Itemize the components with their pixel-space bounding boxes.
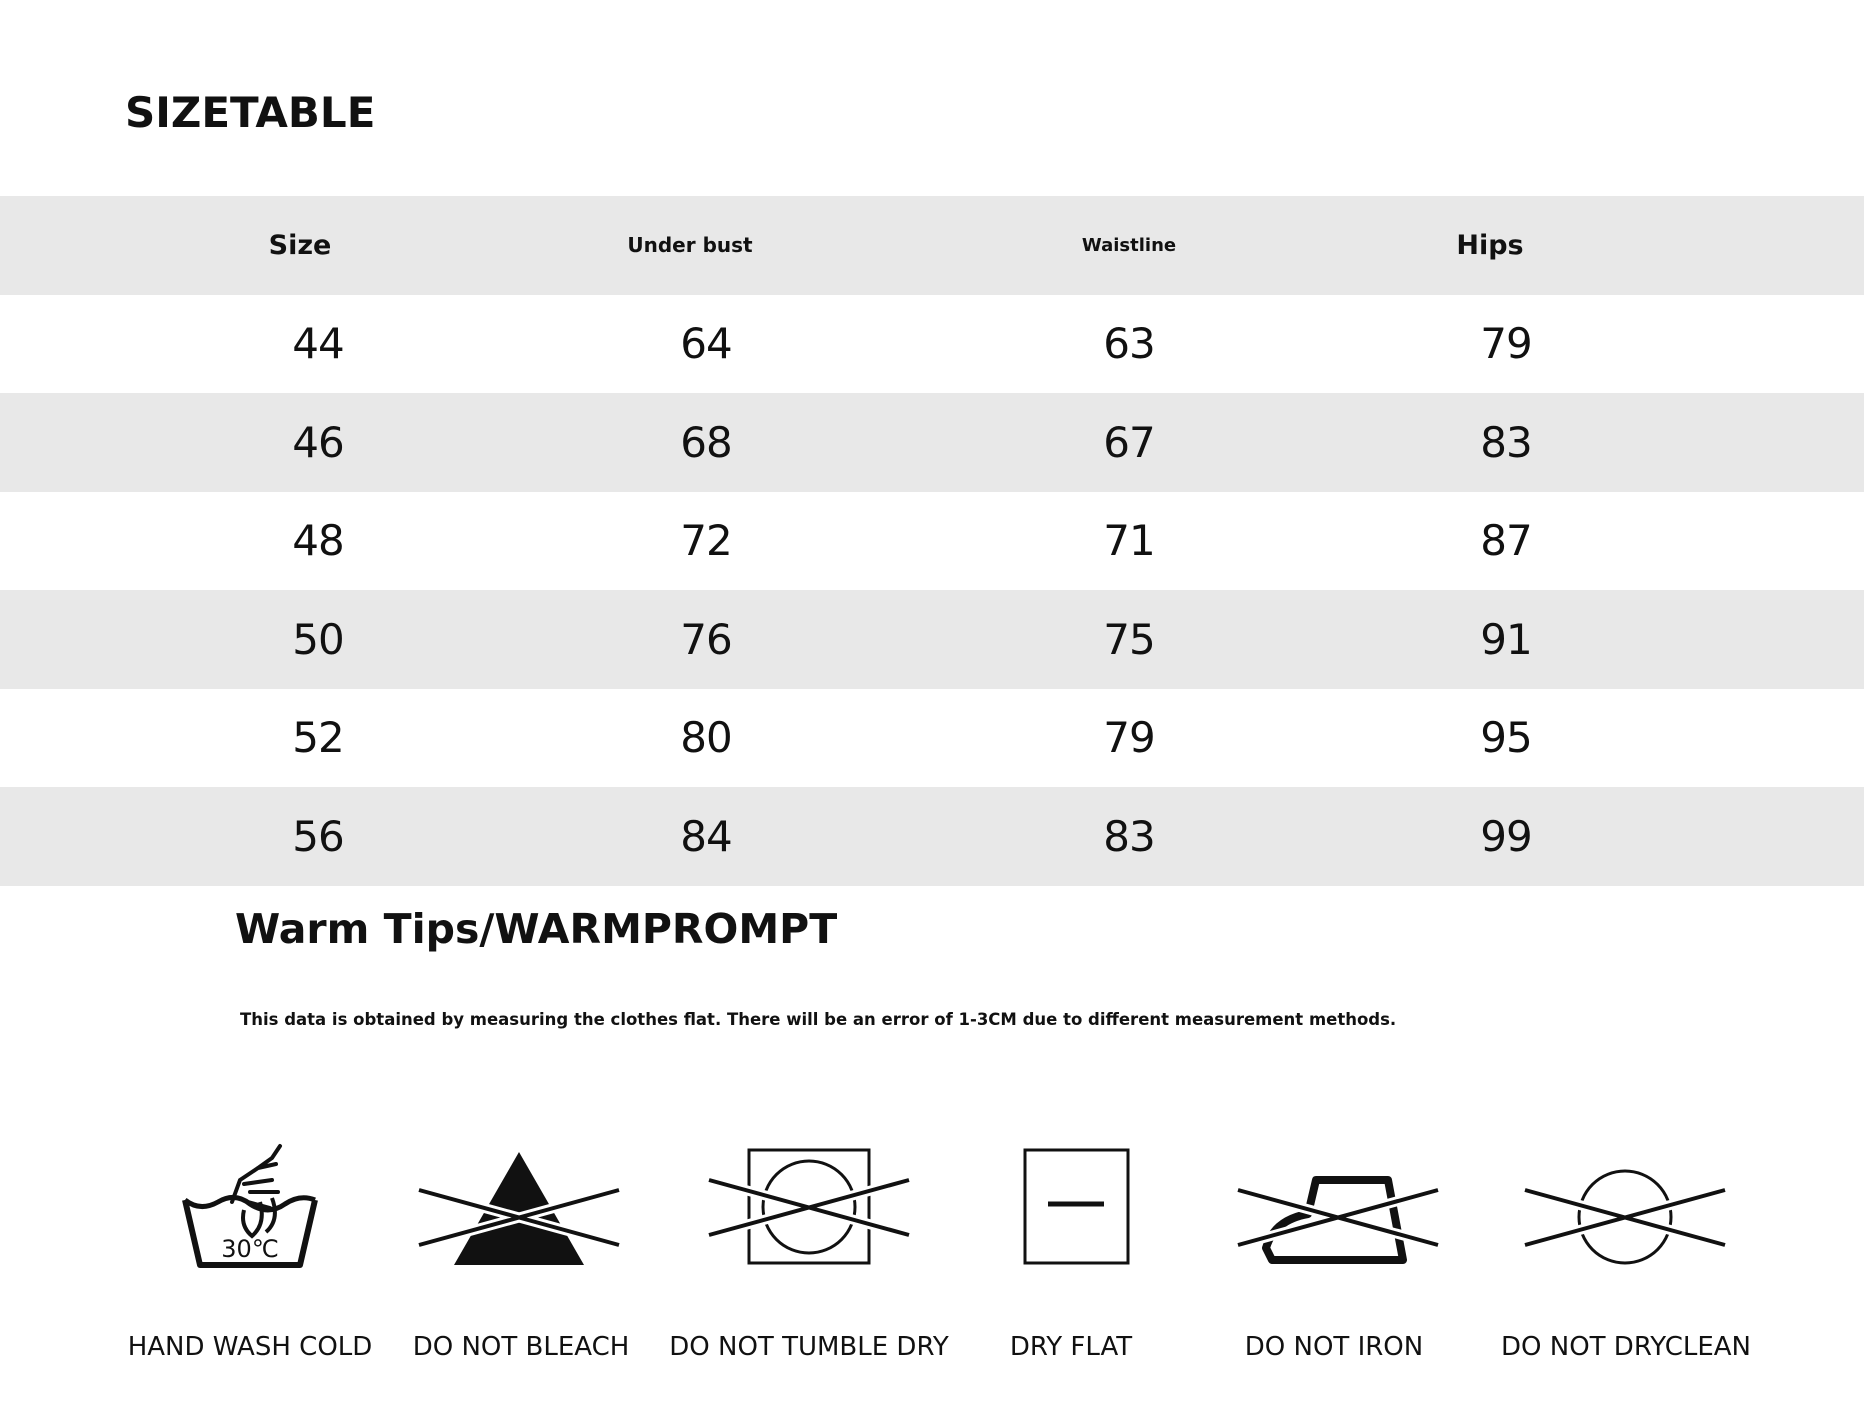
waistline-cell: 67	[1103, 417, 1155, 467]
table-row	[0, 689, 1864, 788]
waistline-cell: 71	[1103, 516, 1155, 566]
hips-cell: 95	[1480, 713, 1532, 763]
waistline-cell: 75	[1103, 614, 1155, 664]
tips-title: Warm Tips/WARMPROMPT	[235, 905, 838, 953]
table-header-row	[0, 196, 1864, 295]
waistline-cell: 83	[1103, 811, 1155, 861]
table-row	[0, 393, 1864, 492]
size-cell: 56	[292, 811, 344, 861]
table-row	[0, 295, 1864, 394]
care-label-no-iron: DO NOT IRON	[1244, 1332, 1424, 1362]
under-bust-cell: 72	[680, 516, 732, 566]
table-row	[0, 590, 1864, 689]
waistline-cell: 79	[1103, 713, 1155, 763]
hand-wash-icon	[140, 1140, 360, 1280]
hips-cell: 99	[1480, 811, 1532, 861]
hips-cell: 83	[1480, 417, 1532, 467]
waistline-cell: 63	[1103, 319, 1155, 369]
size-cell: 46	[292, 417, 344, 467]
size-cell: 50	[292, 614, 344, 664]
under-bust-cell: 76	[680, 614, 732, 664]
column-header-waistline: Waistline	[1081, 234, 1177, 256]
column-header-under-bust: Under bust	[627, 233, 753, 258]
no-bleach-icon	[409, 1140, 629, 1280]
under-bust-cell: 68	[680, 417, 732, 467]
dry-flat-icon	[966, 1140, 1186, 1280]
under-bust-cell: 80	[680, 713, 732, 763]
wash-temperature: 30℃	[221, 1235, 279, 1263]
under-bust-cell: 84	[680, 811, 732, 861]
size-cell: 48	[292, 516, 344, 566]
size-cell: 44	[292, 319, 344, 369]
hips-cell: 79	[1480, 319, 1532, 369]
column-header-size: Size	[268, 229, 332, 261]
tips-text: This data is obtained by measuring the clothes flat. There will be an error of 1-3CM due to different measurement methods.	[240, 1010, 1397, 1029]
hips-cell: 87	[1480, 516, 1532, 566]
size-table	[0, 196, 1864, 886]
no-dryclean-icon	[1515, 1140, 1735, 1280]
page-title: SIZETABLE	[125, 88, 376, 137]
care-label-dry-flat: DRY FLAT	[1009, 1332, 1133, 1362]
care-label-no-tumble-dry: DO NOT TUMBLE DRY	[669, 1332, 949, 1362]
care-label-hand-wash: HAND WASH COLD	[127, 1332, 373, 1362]
care-label-no-bleach: DO NOT BLEACH	[412, 1332, 630, 1362]
size-cell: 52	[292, 713, 344, 763]
under-bust-cell: 64	[680, 319, 732, 369]
column-header-hips: Hips	[1456, 229, 1524, 261]
table-row	[0, 492, 1864, 591]
table-row	[0, 787, 1864, 886]
care-label-no-dryclean: DO NOT DRYCLEAN	[1501, 1332, 1751, 1362]
no-tumble-dry-icon	[699, 1140, 919, 1280]
no-iron-icon	[1228, 1140, 1448, 1280]
hips-cell: 91	[1480, 614, 1532, 664]
